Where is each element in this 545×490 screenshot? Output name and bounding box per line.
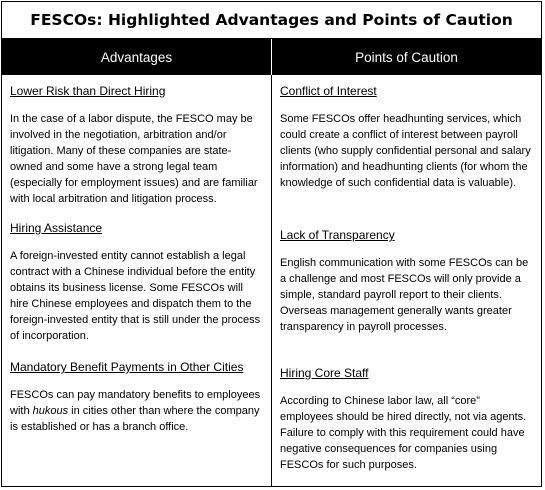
text-part: FESCOs can pay mandatory benefits to employees with: [10, 389, 261, 417]
text-part: in cities other than where the company is established or has a branch office.: [10, 405, 260, 433]
section-title: Hiring Core Staff: [280, 366, 369, 380]
column-header-row: [2, 39, 541, 75]
advantage-section: [10, 84, 263, 207]
section-text: A foreign-invested entity cannot establish a legal contract with a Chinese individual before the entity obtains its business license. Some FESCOs will hire Chinese employees and dispatch them to the foreign-invested entity that is still under the process of incorporation.: [10, 250, 261, 342]
section-title: Lack of Transparency: [280, 228, 395, 242]
caution-section: [280, 228, 533, 335]
caution-header: Points of Caution: [355, 49, 458, 65]
section-text: [10, 387, 263, 435]
section-title: Conflict of Interest: [280, 84, 377, 98]
advantages-column: [2, 75, 272, 487]
advantage-section: [10, 360, 263, 435]
text-italic: hukous: [32, 405, 69, 417]
advantage-section: [10, 221, 263, 344]
fesco-table: [1, 1, 542, 487]
section-text: In the case of a labor dispute, the FESCO may be involved in the negotiation, arbitration and/or litigation. Many of these companies are state-owned and some have a strong legal team (especially for employment issues) and are familiar with local arbitration and litigation process.: [10, 113, 258, 205]
advantages-header: Advantages: [2, 39, 272, 75]
caution-section: [280, 366, 533, 473]
table-title: FESCOs: Highlighted Advantages and Points of Caution: [2, 2, 541, 39]
section-title: Mandatory Benefit Payments in Other Cities: [10, 360, 244, 374]
table-body: [2, 75, 541, 487]
section-text: Some FESCOs offer headhunting services, which could create a conflict of interest between payroll clients (who supply confidential personal and salary information) and headhunting clients (for whom the knowledge of such confidential data is valuable).: [280, 113, 531, 189]
section-text: According to Chinese labor law, all “core” employees should be hired directly, not via agents. Failure to comply with this requirement could have negative consequences for companies using FESCOs for such purposes.: [280, 395, 527, 471]
section-title: Hiring Assistance: [10, 221, 103, 235]
caution-section: [280, 84, 533, 191]
section-title: Lower Risk than Direct Hiring: [10, 84, 166, 98]
section-text: English communication with some FESCOs can be a challenge and most FESCOs will only provide a simple, standard payroll report to their clients. Overseas management generally wants greater transparency in payroll processes.: [280, 257, 529, 333]
caution-column: [272, 75, 541, 487]
